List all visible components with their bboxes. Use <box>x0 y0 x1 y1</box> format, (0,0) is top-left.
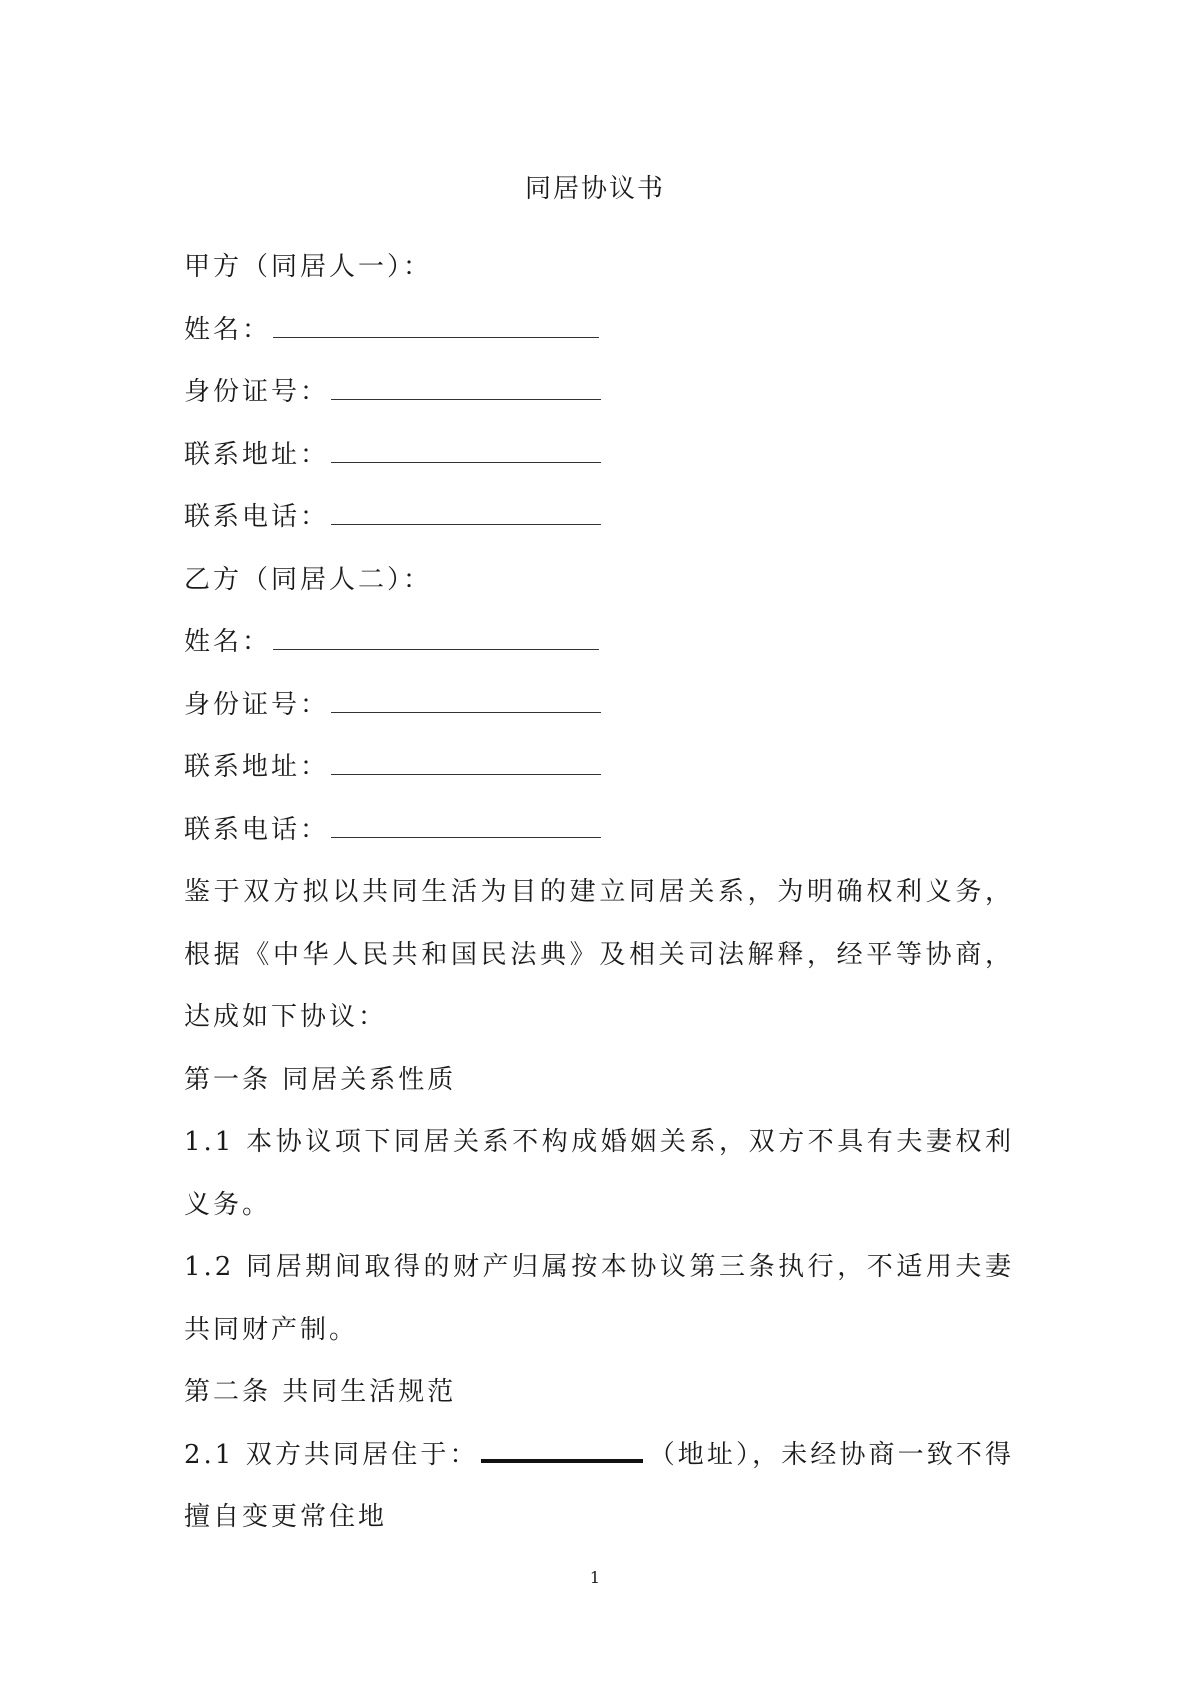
party-b-heading: 乙方（同居人二）： <box>184 564 433 595</box>
party-b-id-row <box>184 674 1014 737</box>
party-a-address-blank <box>331 430 601 463</box>
party-b-id-blank <box>331 680 601 713</box>
party-a-name-blank <box>273 305 599 338</box>
page-number: 1 <box>589 1568 601 1587</box>
article-2-heading: 第二条 共同生活规范 <box>184 1377 457 1407</box>
party-a-id-blank <box>331 367 601 400</box>
party-b-address-row <box>184 736 1014 799</box>
party-a-address-label: 联系地址： <box>184 439 330 470</box>
clause-2-1-text-before: 2.1 双方共同居住于： <box>184 1439 479 1470</box>
party-b-name-blank <box>273 617 599 650</box>
party-a-phone-row <box>184 486 1014 549</box>
party-b-phone-label: 联系电话： <box>184 814 330 845</box>
party-b-id-label: 身份证号： <box>184 689 330 720</box>
party-a-phone-label: 联系电话： <box>184 502 330 532</box>
document-title: 同居协议书 <box>524 174 665 204</box>
article-1-heading: 第一条 同居关系性质 <box>184 1064 457 1095</box>
party-a-name-label: 姓名： <box>184 314 272 345</box>
party-a-phone-blank <box>331 492 601 525</box>
party-b-phone-row <box>184 799 1014 862</box>
clause-1-2: 1.2 同居期间取得的财产归属按本协议第三条执行，不适用夫妻共同财产制。 <box>184 1252 1014 1345</box>
clause-2-1 <box>184 1424 1014 1549</box>
party-a-id-label: 身份证号： <box>184 377 330 407</box>
document-body <box>184 236 1014 1549</box>
clause-2-1-text-after: （地址），未经协商一致不得擅自变更常住地 <box>184 1439 1014 1532</box>
party-b-address-blank <box>331 742 601 775</box>
address-blank <box>481 1429 643 1463</box>
party-b-name-row <box>184 611 1014 674</box>
party-a-address-row <box>184 424 1014 487</box>
party-a-id-row <box>184 361 1014 424</box>
party-b-phone-blank <box>331 805 601 838</box>
party-a-name-row <box>184 299 1014 362</box>
preamble-paragraph: 鉴于双方拟以共同生活为目的建立同居关系，为明确权利义务，根据《中华人民共和国民法典》及相关司法解释，经平等协商，达成如下协议： <box>184 877 1014 1032</box>
party-a-heading: 甲方（同居人一）： <box>184 252 433 282</box>
clause-1-1: 1.1 本协议项下同居关系不构成婚姻关系，双方不具有夫妻权利义务。 <box>184 1127 1014 1220</box>
party-b-address-label: 联系地址： <box>184 752 330 782</box>
party-b-name-label: 姓名： <box>184 627 272 657</box>
